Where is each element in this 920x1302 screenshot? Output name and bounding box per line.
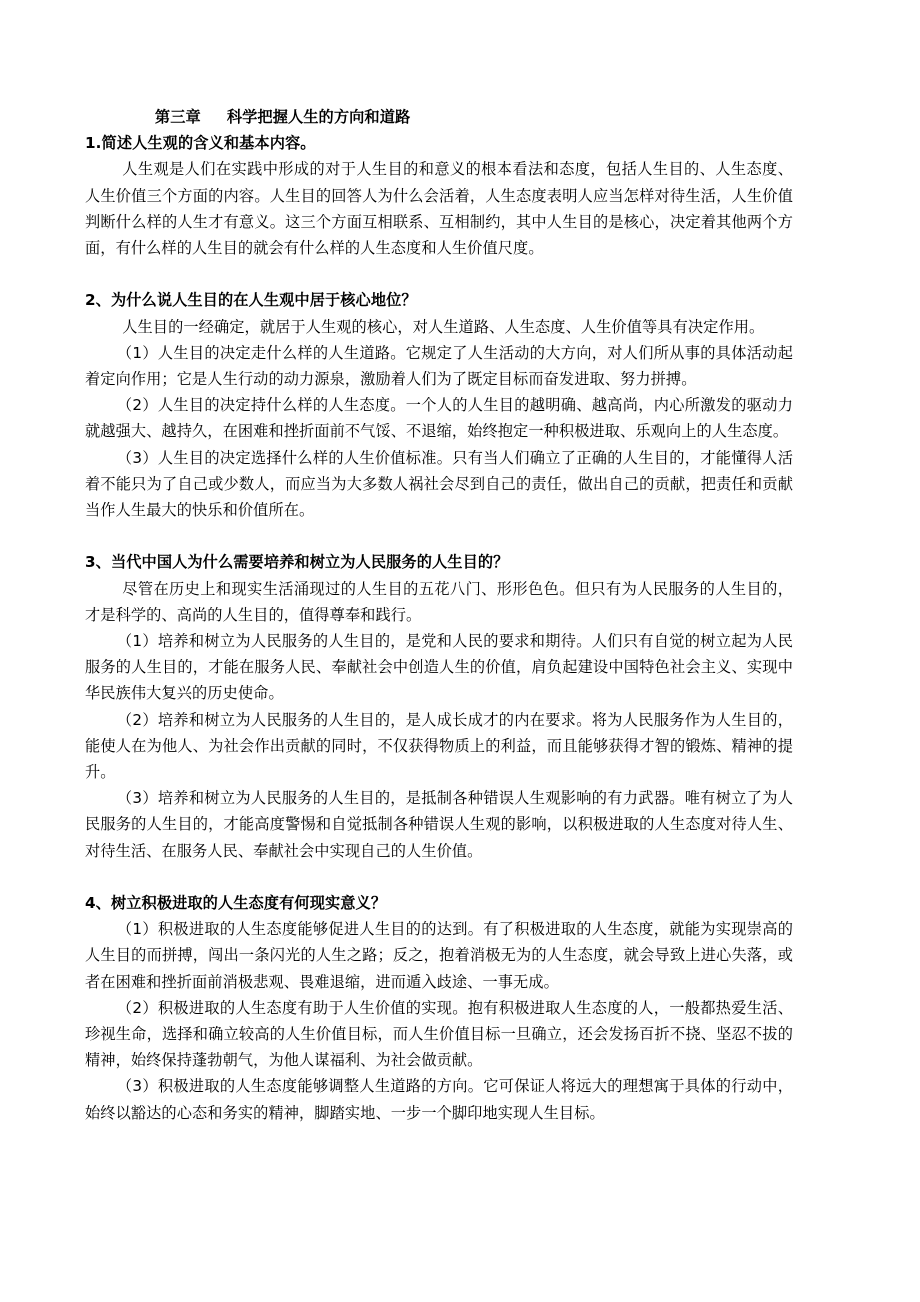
chapter-title: 第三章 科学把握人生的方向和道路 xyxy=(154,108,411,126)
answer-paragraph-2-3: （2）人生目的决定持什么样的人生态度。一个人的人生目的越明确、越高尚，内心所激发的驱动力就越强大、越持久，在困难和挫折面前不气馁、不退缩，始终抱定一种积极进取、乐观向上的人生态度。 xyxy=(85,396,793,441)
section-spacer-2 xyxy=(85,523,793,549)
answer-paragraph-2-1: 人生目的一经确定，就居于人生观的核心，对人生道路、人生态度、人生价值等具有决定作用。 xyxy=(122,317,765,336)
answer-paragraph-2-2: （1）人生目的决定走什么样的人生道路。它规定了人生活动的大方向，对人们所从事的具体活动起着定向作用；它是人生行动的动力源泉，激励着人们为了既定目标而奋发进取、努力拼搏。 xyxy=(85,343,793,389)
section-spacer-1 xyxy=(85,261,793,287)
question-heading-4: 4、树立积极进取的人生态度有何现实意义？ xyxy=(85,894,387,913)
question-heading-3: 3、当代中国人为什么需要培养和树立为人民服务的人生目的？ xyxy=(85,553,509,572)
answer-paragraph-2-4: （3）人生目的决定选择什么样的人生价值标准。只有当人们确立了正确的人生目的，才能懂得人活着不能只为了自己或少数人，而应当为大多数人祸社会尽到自己的责任，做出自己的贡献，把责任和贡献当作人生最大的快乐和价值所在。 xyxy=(85,448,793,520)
answer-paragraph-3-1: 尽管在历史上和现实生活涌现过的人生目的五花八门、形形色色。但只有为人民服务的人生目的，才是科学的、高尚的人生目的，值得尊奉和践行。 xyxy=(85,579,793,624)
answer-paragraph-4-2: （2）积极进取的人生态度有助于人生价值的实现。抱有积极进取人生态度的人，一般都热爱生活、珍视生命，选择和确立较高的人生价值目标，而人生价值目标一旦确立，还会发扬百折不挠、坚忍不拔的精神，始终保持蓬勃朝气，为他人谋福利、为社会做贡献。 xyxy=(85,998,793,1070)
answer-paragraph-3-2: （1）培养和树立为人民服务的人生目的，是党和人民的要求和期待。人们只有自觉的树立起为人民服务的人生目的，才能在服务人民、奉献社会中创造人生的价值，肩负起建设中国特色社会主义、实现中华民族伟大复兴的历史使命。 xyxy=(85,632,793,703)
answer-paragraph-4-3: （3）积极进取的人生态度能够调整人生道路的方向。它可保证人将远大的理想寓于具体的行动中，始终以豁达的心态和务实的精神，脚踏实地、一步一个脚印地实现人生目标。 xyxy=(85,1077,793,1122)
answer-paragraph-3-3: （2）培养和树立为人民服务的人生目的，是人成长成才的内在要求。将为人民服务作为人生目的，能使人在为他人、为社会作出贡献的同时，不仅获得物质上的利益，而且能够获得才智的锻炼、精神的提升。 xyxy=(85,710,793,782)
section-spacer-3 xyxy=(85,864,793,890)
document-body xyxy=(85,104,793,1126)
question-heading-1: 1.简述人生观的含义和基本内容。 xyxy=(85,134,316,153)
answer-paragraph-3-4: （3）培养和树立为人民服务的人生目的，是抵制各种错误人生观影响的有力武器。唯有树立了为人民服务的人生目的，才能高度警惕和自觉抵制各种错误人生观的影响，以积极进取的人生态度对待人生、对待生活、在服务人民、奉献社会中实现自己的人生价值。 xyxy=(85,789,793,860)
answer-paragraph-1-1: 人生观是人们在实践中形成的对于人生目的和意义的根本看法和态度，包括人生目的、人生态度、人生价值三个方面的内容。人生目的回答人为什么会活着，人生态度表明人应当怎样对待生活，人生价值判断什么样的人生才有意义。这三个方面互相联系、互相制约，其中人生目的是核心，决定着其他两个方面，有什么样的人生目的就会有什么样的人生态度和人生价值尺度。 xyxy=(85,160,793,258)
answer-paragraph-4-1: （1）积极进取的人生态度能够促进人生目的的达到。有了积极进取的人生态度，就能为实现崇高的人生目的而拼搏，闯出一条闪光的人生之路；反之，抱着消极无为的人生态度，就会导致上进心失落，或者在困难和挫折面前消极悲观、畏难退缩，进而遁入歧途、一事无成。 xyxy=(85,920,793,991)
question-heading-2: 2、为什么说人生目的在人生观中居于核心地位？ xyxy=(85,291,417,310)
